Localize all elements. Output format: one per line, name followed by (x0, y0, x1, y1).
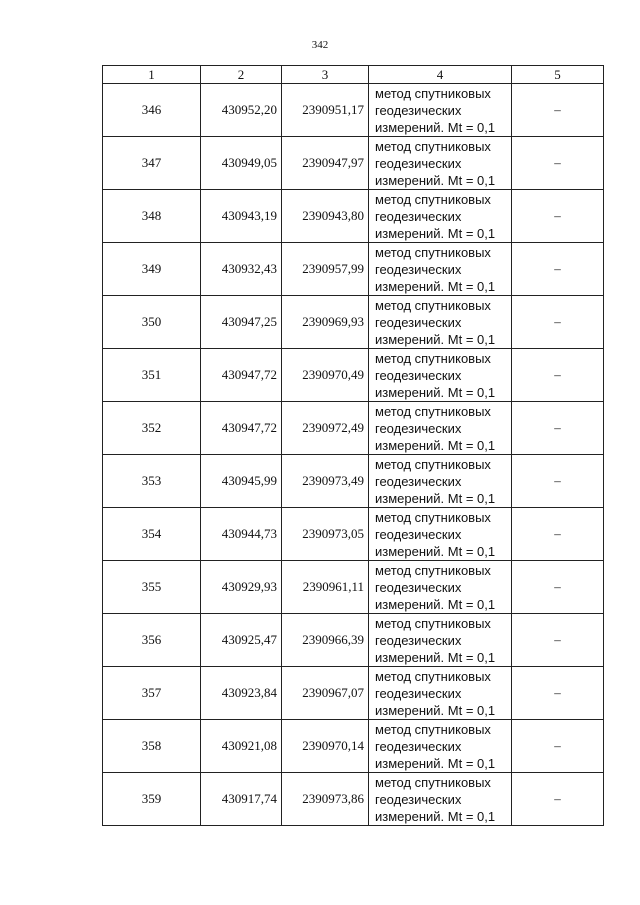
x-coordinate-cell: 430949,05 (201, 137, 282, 190)
method-line: геодезических (375, 738, 462, 754)
method-line: измерений. Mt = 0,1 (375, 172, 496, 188)
method-cell (369, 561, 512, 614)
method-cell (369, 667, 512, 720)
method-cell (369, 137, 512, 190)
method-line: метод спутниковых (375, 403, 491, 419)
method-line: измерений. Mt = 0,1 (375, 596, 496, 612)
table-row (103, 773, 604, 826)
table-row (103, 561, 604, 614)
method-line: метод спутниковых (375, 615, 491, 631)
y-coordinate-cell: 2390972,49 (282, 402, 369, 455)
x-coordinate-cell: 430947,72 (201, 349, 282, 402)
method-line: измерений. Mt = 0,1 (375, 225, 496, 241)
table-row (103, 455, 604, 508)
y-coordinate-cell: 2390973,86 (282, 773, 369, 826)
x-coordinate-cell: 430944,73 (201, 508, 282, 561)
method-line: геодезических (375, 791, 462, 807)
description-cell: – (512, 667, 604, 720)
method-line: метод спутниковых (375, 774, 491, 790)
description-cell: – (512, 508, 604, 561)
table-row (103, 508, 604, 561)
method-line: метод спутниковых (375, 562, 491, 578)
method-line: геодезических (375, 102, 462, 118)
header-cell: 4 (369, 66, 512, 84)
table-row (103, 243, 604, 296)
method-cell (369, 508, 512, 561)
method-line: геодезических (375, 420, 462, 436)
point-number-cell: 347 (103, 137, 201, 190)
y-coordinate-cell: 2390973,05 (282, 508, 369, 561)
method-line: метод спутниковых (375, 85, 491, 101)
description-cell: – (512, 402, 604, 455)
point-number-cell: 359 (103, 773, 201, 826)
x-coordinate-cell: 430947,72 (201, 402, 282, 455)
method-line: метод спутниковых (375, 138, 491, 154)
x-coordinate-cell: 430929,93 (201, 561, 282, 614)
description-cell: – (512, 84, 604, 137)
method-cell (369, 455, 512, 508)
method-line: метод спутниковых (375, 350, 491, 366)
description-cell: – (512, 137, 604, 190)
point-number-cell: 357 (103, 667, 201, 720)
description-cell: – (512, 243, 604, 296)
description-cell: – (512, 190, 604, 243)
table-row (103, 84, 604, 137)
point-number-cell: 349 (103, 243, 201, 296)
table-row (103, 296, 604, 349)
y-coordinate-cell: 2390957,99 (282, 243, 369, 296)
description-cell: – (512, 720, 604, 773)
method-cell (369, 349, 512, 402)
y-coordinate-cell: 2390969,93 (282, 296, 369, 349)
x-coordinate-cell: 430952,20 (201, 84, 282, 137)
method-line: измерений. Mt = 0,1 (375, 490, 496, 506)
description-cell: – (512, 614, 604, 667)
method-line: геодезических (375, 526, 462, 542)
method-line: геодезических (375, 685, 462, 701)
method-cell (369, 84, 512, 137)
x-coordinate-cell: 430947,25 (201, 296, 282, 349)
header-cell: 1 (103, 66, 201, 84)
method-line: измерений. Mt = 0,1 (375, 808, 496, 824)
table-row (103, 349, 604, 402)
point-number-cell: 353 (103, 455, 201, 508)
point-number-cell: 346 (103, 84, 201, 137)
method-cell (369, 614, 512, 667)
x-coordinate-cell: 430932,43 (201, 243, 282, 296)
point-number-cell: 350 (103, 296, 201, 349)
y-coordinate-cell: 2390966,39 (282, 614, 369, 667)
header-cell: 5 (512, 66, 604, 84)
x-coordinate-cell: 430925,47 (201, 614, 282, 667)
method-cell (369, 190, 512, 243)
method-line: метод спутниковых (375, 721, 491, 737)
table-row (103, 720, 604, 773)
method-line: геодезических (375, 473, 462, 489)
y-coordinate-cell: 2390967,07 (282, 667, 369, 720)
point-number-cell: 356 (103, 614, 201, 667)
method-cell (369, 243, 512, 296)
method-cell (369, 402, 512, 455)
method-line: метод спутниковых (375, 244, 491, 260)
method-line: измерений. Mt = 0,1 (375, 278, 496, 294)
header-cell: 2 (201, 66, 282, 84)
point-number-cell: 348 (103, 190, 201, 243)
y-coordinate-cell: 2390970,14 (282, 720, 369, 773)
x-coordinate-cell: 430945,99 (201, 455, 282, 508)
y-coordinate-cell: 2390943,80 (282, 190, 369, 243)
method-line: геодезических (375, 314, 462, 330)
method-cell (369, 296, 512, 349)
table-row (103, 190, 604, 243)
x-coordinate-cell: 430923,84 (201, 667, 282, 720)
method-line: измерений. Mt = 0,1 (375, 649, 496, 665)
coordinates-table (102, 65, 604, 826)
method-line: геодезических (375, 155, 462, 171)
method-line: геодезических (375, 208, 462, 224)
method-line: измерений. Mt = 0,1 (375, 119, 496, 135)
description-cell: – (512, 773, 604, 826)
description-cell: – (512, 455, 604, 508)
description-cell: – (512, 349, 604, 402)
x-coordinate-cell: 430917,74 (201, 773, 282, 826)
method-line: геодезических (375, 261, 462, 277)
description-cell: – (512, 561, 604, 614)
method-line: измерений. Mt = 0,1 (375, 331, 496, 347)
method-cell (369, 773, 512, 826)
method-line: измерений. Mt = 0,1 (375, 702, 496, 718)
method-line: метод спутниковых (375, 668, 491, 684)
table-row (103, 614, 604, 667)
method-line: измерений. Mt = 0,1 (375, 543, 496, 559)
table-row (103, 137, 604, 190)
y-coordinate-cell: 2390973,49 (282, 455, 369, 508)
method-line: метод спутниковых (375, 509, 491, 525)
method-line: метод спутниковых (375, 456, 491, 472)
method-line: измерений. Mt = 0,1 (375, 755, 496, 771)
method-line: метод спутниковых (375, 297, 491, 313)
method-line: геодезических (375, 579, 462, 595)
method-line: метод спутниковых (375, 191, 491, 207)
x-coordinate-cell: 430943,19 (201, 190, 282, 243)
method-cell (369, 720, 512, 773)
point-number-cell: 351 (103, 349, 201, 402)
y-coordinate-cell: 2390961,11 (282, 561, 369, 614)
point-number-cell: 354 (103, 508, 201, 561)
x-coordinate-cell: 430921,08 (201, 720, 282, 773)
table-row (103, 402, 604, 455)
method-line: измерений. Mt = 0,1 (375, 384, 496, 400)
method-line: геодезических (375, 632, 462, 648)
y-coordinate-cell: 2390951,17 (282, 84, 369, 137)
y-coordinate-cell: 2390970,49 (282, 349, 369, 402)
header-cell: 3 (282, 66, 369, 84)
page-number: 342 (311, 39, 329, 51)
method-line: геодезических (375, 367, 462, 383)
point-number-cell: 355 (103, 561, 201, 614)
point-number-cell: 352 (103, 402, 201, 455)
table-header-row (103, 66, 604, 84)
y-coordinate-cell: 2390947,97 (282, 137, 369, 190)
table-row (103, 667, 604, 720)
method-line: измерений. Mt = 0,1 (375, 437, 496, 453)
description-cell: – (512, 296, 604, 349)
point-number-cell: 358 (103, 720, 201, 773)
